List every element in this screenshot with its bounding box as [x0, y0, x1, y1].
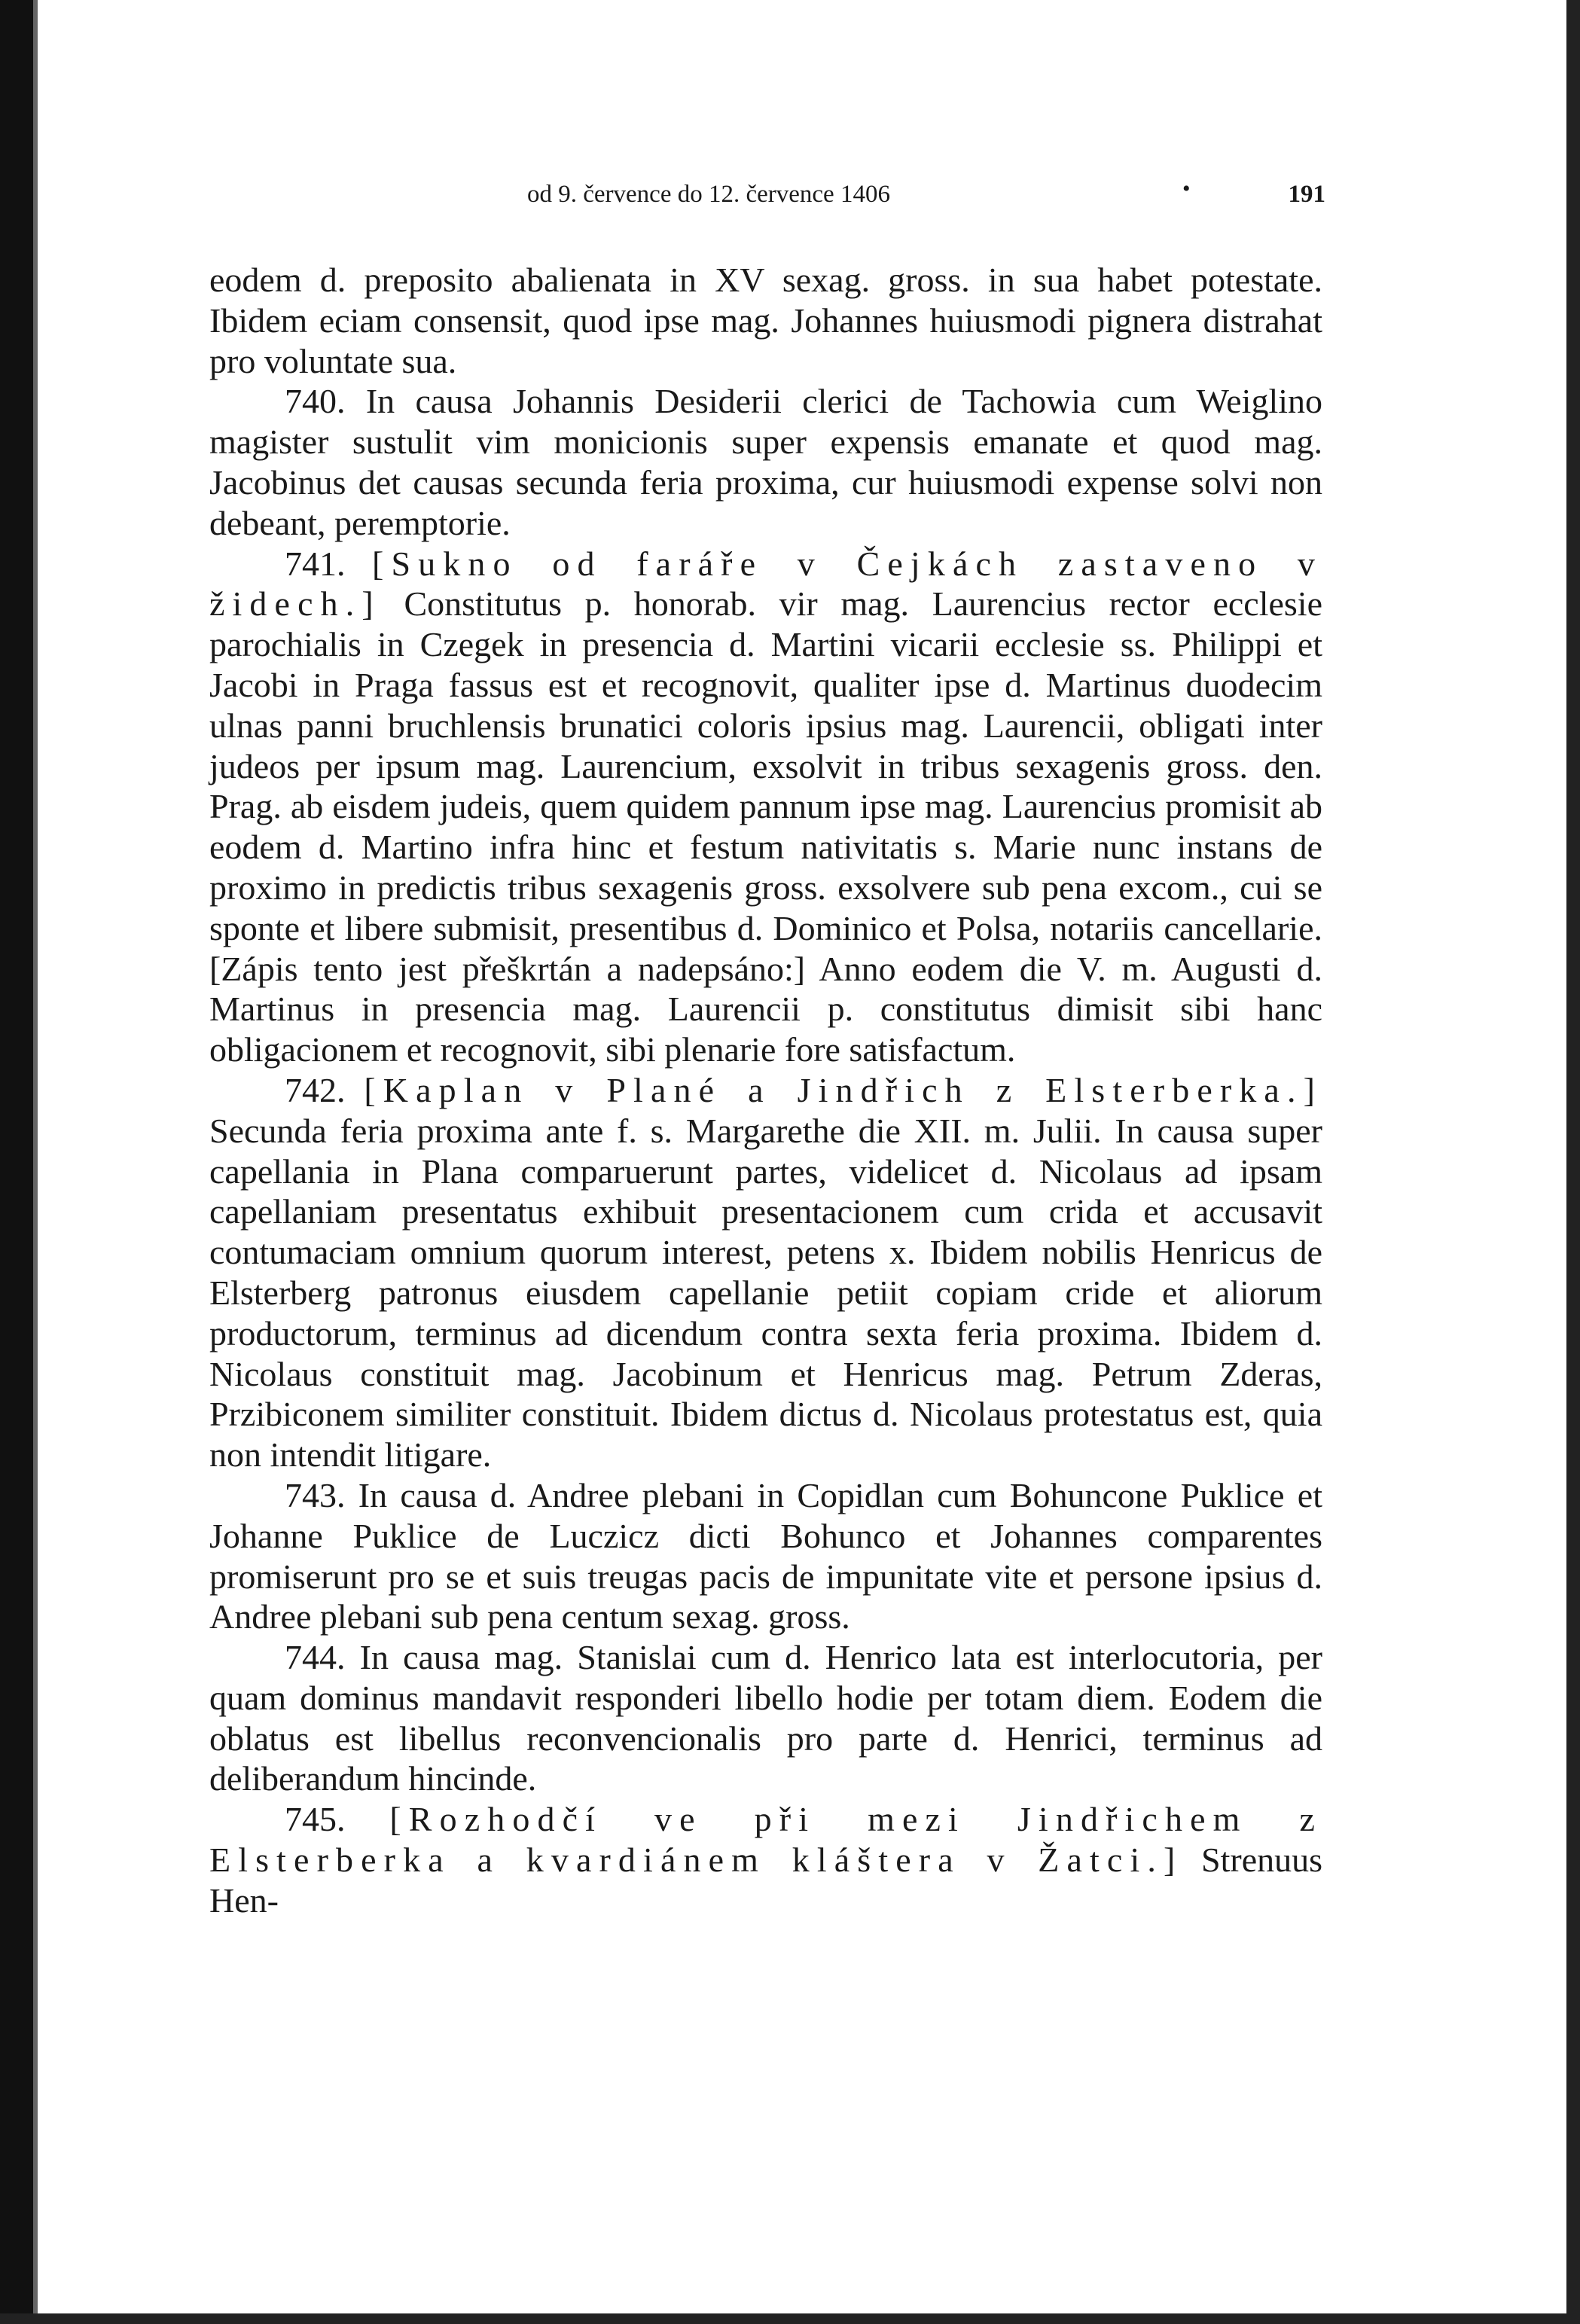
entry-heading: [Rozhodčí ve při mezi Jindřichem z Elsterberka a kvardiánem kláštera v Žatci.] [209, 1800, 1323, 1880]
page-number: 191 [1288, 181, 1325, 208]
running-title: od 9. července do 12. července 1406 [527, 181, 890, 208]
paragraph-text: Secunda feria proxima ante f. s. Margarethe die XII. m. Julii. In causa super capellania in Plana comparuerunt partes, videlicet d. Nicolaus ad ipsam capellaniam presentatus exhibuit presentacionem cum crida et accusavit contumaciam omnium quorum interest, petens x. Ibidem nobilis Henricus de Elsterberg patronus eiusdem capellanie petiit copiam cride et aliorum productorum, terminus ad dicendum contra sexta feria proxima. Ibidem d. Nicolaus constituit mag. Jacobinum et Henricus mag. Petrum Zderas, Przibiconem similiter constituit. Ibidem dictus d. Nicolaus protestatus est, quia non intendit litigare. [209, 1111, 1322, 1475]
paragraph-text: In causa mag. Stanislai cum d. Henrico lata est interlocutoria, per quam dominus mandavit responderi libello hodie per totam diem. Eodem die oblatus est libellus reconvencionalis pro parte d. Henrici, terminus ad deliberandum hincinde. [209, 1638, 1322, 1798]
entry-743 [209, 1475, 1322, 1637]
entry-740 [209, 381, 1322, 543]
entry-742 [209, 1070, 1322, 1475]
entry-745 [209, 1799, 1322, 1920]
entry-number: 743. [285, 1475, 346, 1514]
paragraph-text: Strenuus Hen- [209, 1841, 1323, 1920]
page-header [527, 176, 1325, 218]
body-text [209, 260, 1322, 1921]
entry-741 [209, 544, 1322, 1070]
entry-heading: [Sukno od faráře v Čejkách zastaveno v židech.] [209, 544, 1323, 624]
scan-border-left [0, 0, 33, 2324]
entry-number: 742. [285, 1070, 346, 1109]
header-dot: • [1182, 176, 1191, 201]
scan-border-bottom [0, 2313, 1580, 2324]
entry-number: 744. [285, 1638, 346, 1677]
entry-number: 741. [285, 544, 346, 583]
paragraph-continuation [209, 260, 1322, 381]
entry-744 [209, 1637, 1322, 1799]
entry-number: 740. [285, 382, 346, 421]
scan-border-right [1566, 0, 1580, 2324]
paragraph-text: In causa d. Andree plebani in Copidlan cum Bohuncone Puklice et Johanne Puklice de Luczicz dicti Bohunco et Johannes comparentes promiserunt pro se et suis treugas pacis de impunitate vite et persone ipsius d. Andree plebani sub pena centum sexag. gross. [209, 1475, 1323, 1636]
paragraph-text: In causa Johannis Desiderii clerici de Tachowia cum Weiglino magister sustulit vim monicionis super expensis emanate et quod mag. Jacobinus det causas secunda feria proxima, cur huiusmodi expense solvi non debeant, peremptorie. [209, 382, 1323, 542]
paragraph-text: eodem d. preposito abalienata in XV sexag. gross. in sua habet potestate. Ibidem eciam consensit, quod ipse mag. Johannes huiusmodi pignera distrahat pro voluntate sua. [209, 261, 1322, 380]
entry-number: 745. [285, 1800, 346, 1839]
entry-heading: [Kaplan v Plané a Jindřich z Elsterberka.] [364, 1070, 1323, 1109]
paragraph-text: Constitutus p. honorab. vir mag. Laurencius rector ecclesie parochialis in Czegek in presencia d. Martini vicarii ecclesie ss. Philippi et Jacobi in Praga fassus est et recognovit, qualiter ipse d. Martinus duodecim ulnas panni bruchlensis brunatici coloris ipsius mag. Laurencii, obligati inter judeos per ipsum mag. Laurencium, exsolvit in tribus sexagenis gross. den. Prag. ab eisdem judeis, quem quidem pannum ipse mag. Laurencius promisit ab eodem d. Martino infra hinc et festum nativitatis s. Marie nunc instans de proximo in predictis tribus sexagenis gross. exsolvere sub pena excom., cui se sponte et libere submisit, presentibus d. Dominico et Polsa, notariis cancellarie. [Zápis tento jest přeškrtán a nadepsáno:] Anno eodem die V. m. Augusti d. Martinus in presencia mag. Laurencii p. constitutus dimisit sibi hanc obligacionem et recognovit, sibi plenarie fore satisfactum. [209, 584, 1323, 1069]
